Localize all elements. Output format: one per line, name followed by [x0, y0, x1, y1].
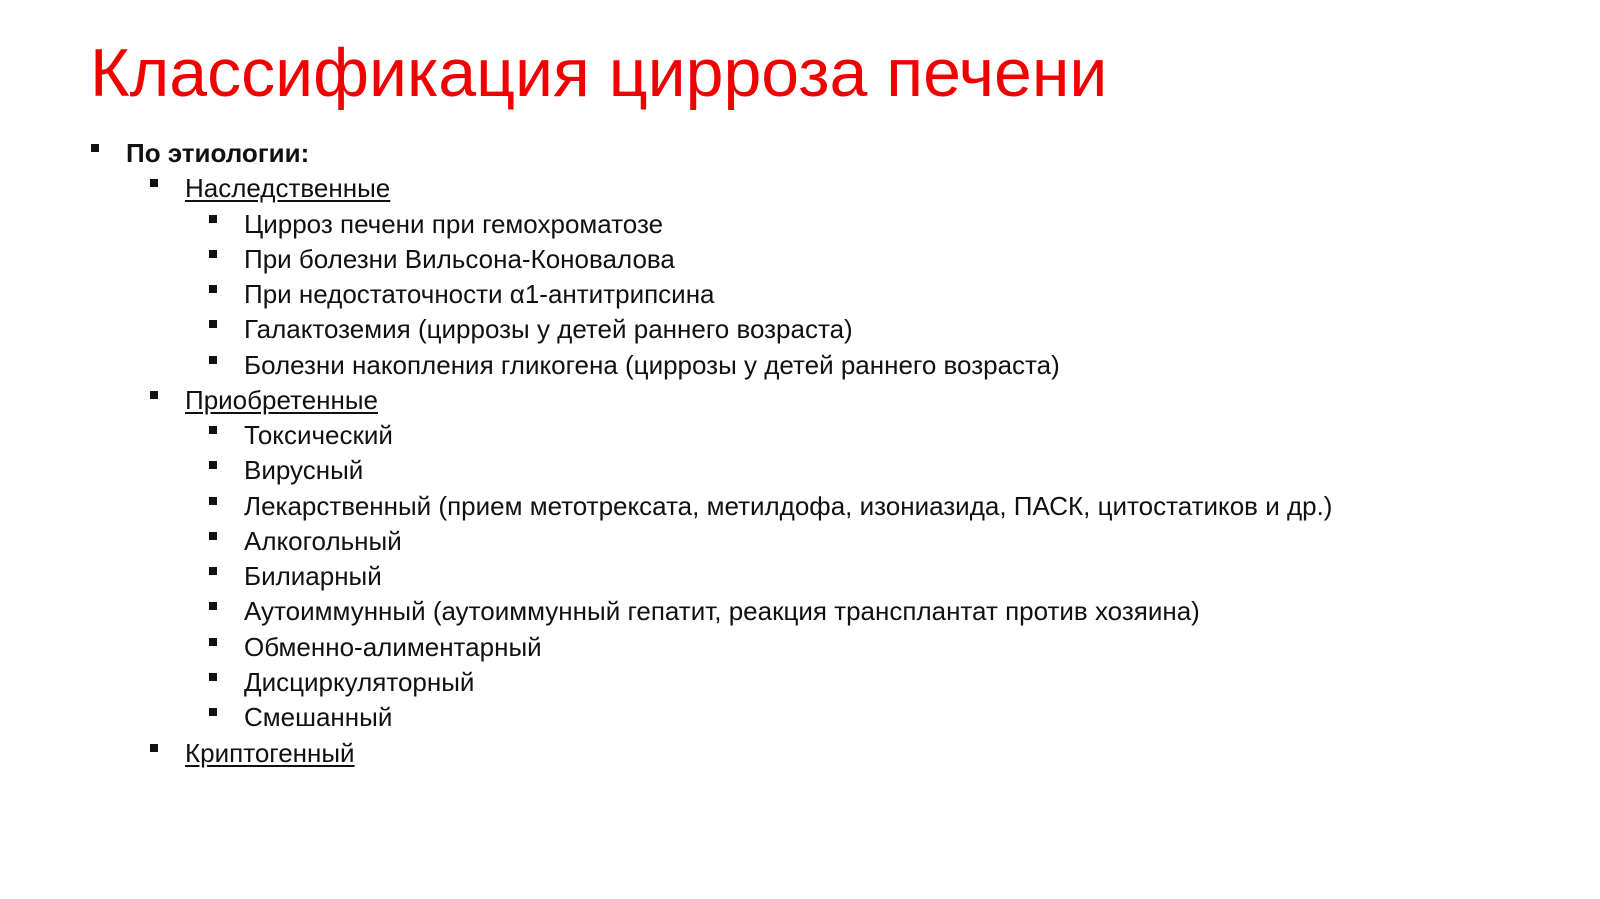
square-bullet-icon [209, 708, 217, 716]
square-bullet-icon [209, 602, 217, 610]
list-item-text: Вирусный [244, 455, 364, 485]
hereditary-heading: Наследственные [185, 173, 391, 203]
square-bullet-icon [150, 391, 158, 399]
list-item-text: Лекарственный (прием метотрексата, метилдофа, изониазида, ПАСК, цитостатиков и др.) [244, 491, 1333, 521]
square-bullet-icon [209, 497, 217, 505]
square-bullet-icon [209, 320, 217, 328]
list-item-text: Дисциркуляторный [244, 667, 475, 697]
etiology-heading: По этиологии: [126, 138, 310, 168]
square-bullet-icon [209, 461, 217, 469]
list-item-text: Обменно-алиментарный [244, 632, 542, 662]
slide-title: Классификация цирроза печени [90, 35, 1108, 111]
square-bullet-icon [150, 179, 158, 187]
square-bullet-icon [209, 250, 217, 258]
square-bullet-icon [209, 532, 217, 540]
acquired-heading: Приобретенные [185, 385, 379, 415]
list-item-text: Галактоземия (циррозы у детей раннего возраста) [244, 314, 853, 344]
list-item-text: Цирроз печени при гемохроматозе [244, 209, 664, 239]
square-bullet-icon [91, 144, 99, 152]
cryptogenic-heading: Криптогенный [185, 738, 355, 768]
square-bullet-icon [150, 744, 158, 752]
list-item-text: Алкогольный [244, 526, 402, 556]
square-bullet-icon [209, 426, 217, 434]
list-item-text: Билиарный [244, 561, 382, 591]
square-bullet-icon [209, 215, 217, 223]
list-item-text: При болезни Вильсона-Коновалова [244, 244, 675, 274]
square-bullet-icon [209, 638, 217, 646]
square-bullet-icon [209, 356, 217, 364]
list-item-text: При недостаточности α1-антитрипсина [244, 279, 715, 309]
square-bullet-icon [209, 285, 217, 293]
list-item-text: Аутоиммунный (аутоиммунный гепатит, реакция трансплантат против хозяина) [244, 596, 1200, 626]
list-item-text: Смешанный [244, 702, 393, 732]
list-item-text: Токсический [244, 420, 393, 450]
square-bullet-icon [209, 673, 217, 681]
square-bullet-icon [209, 567, 217, 575]
list-item-text: Болезни накопления гликогена (циррозы у детей раннего возраста) [244, 350, 1060, 380]
